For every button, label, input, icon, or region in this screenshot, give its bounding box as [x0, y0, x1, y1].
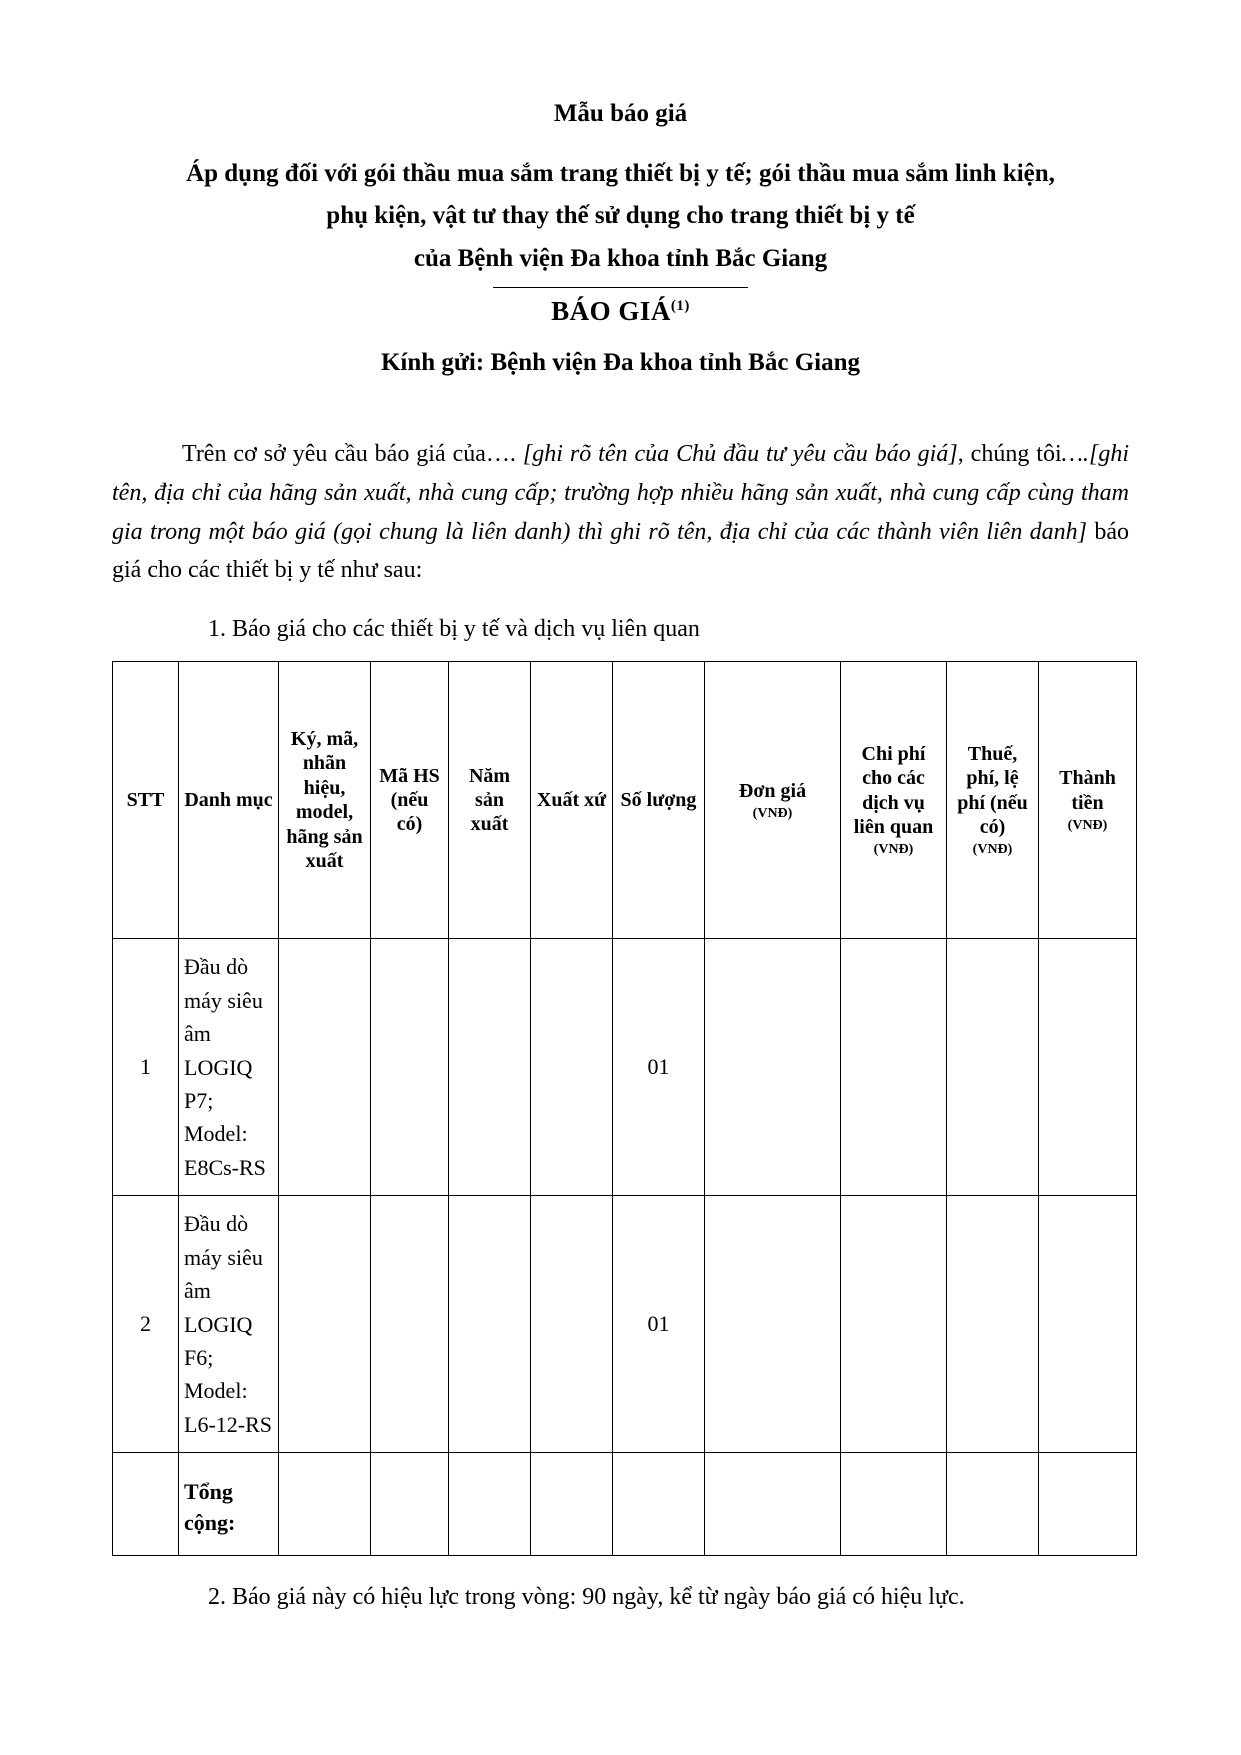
header-stt-label: STT	[126, 789, 165, 812]
intro-segment-3: , chúng tôi	[957, 440, 1062, 467]
document-title-block	[112, 287, 1129, 327]
header-unit-price	[705, 662, 841, 939]
header-year-label: Năm sản xuất	[468, 764, 511, 836]
header-amount-unit: (VNĐ)	[1067, 818, 1108, 834]
cell-total-quantity[interactable]	[613, 1453, 705, 1556]
cell-service-cost[interactable]	[841, 939, 947, 1196]
intro-paragraph	[112, 435, 1129, 591]
subtitle-line-3: của Bệnh viện Đa khoa tỉnh Bắc Giang	[413, 244, 828, 272]
cell-tax-fee[interactable]	[947, 939, 1039, 1196]
section-1-text: Báo giá cho các thiết bị y tế và dịch vụ liên quan	[226, 616, 700, 643]
quotation-table	[112, 661, 1137, 1556]
cell-total-amount[interactable]	[1039, 1453, 1137, 1556]
header-unit-price-label: Đơn giá	[738, 779, 807, 802]
cell-total-year[interactable]	[449, 1453, 531, 1556]
cell-amount[interactable]	[1039, 1196, 1137, 1453]
cell-amount[interactable]	[1039, 939, 1137, 1196]
intro-segment-2-italic: [ghi rõ tên của Chủ đầu tư yêu cầu báo giá]	[522, 440, 958, 467]
section-1-number: 1.	[208, 616, 226, 643]
document-title-footnote-mark: (1)	[670, 297, 690, 314]
header-service-cost-label: Chi phí cho các dịch vụ liên quan	[853, 742, 934, 839]
intro-segment-4-italic: ….[ghi tên, địa chỉ của hãng sản xuất, nhà cung cấp; trường hợp nhiều hãng sản xuất, nhà cung cấp cùng tham gia trong một báo giá (gọi chung là liên danh) thì ghi rõ tên, địa chỉ của các thành viên liên danh]	[112, 440, 1129, 545]
cell-brand-model[interactable]	[279, 939, 371, 1196]
cell-danh-muc: Đầu dò máy siêu âm LOGIQ P7; Model: E8Cs-RS	[179, 939, 279, 1196]
table-row	[113, 1196, 1137, 1453]
header-tax-fee	[947, 662, 1039, 939]
intro-segment-1: Trên cơ sở yêu cầu báo giá của….	[182, 440, 523, 467]
header-hs-code-label: Mã HS (nếu có)	[379, 764, 440, 836]
header-amount-label: Thành tiền	[1059, 767, 1116, 814]
cell-danh-muc: Đầu dò máy siêu âm LOGIQ F6; Model: L6-12-RS	[179, 1196, 279, 1453]
cell-total-brand-model[interactable]	[279, 1453, 371, 1556]
header-quantity	[613, 662, 705, 939]
cell-unit-price[interactable]	[705, 1196, 841, 1453]
cell-origin[interactable]	[531, 1196, 613, 1453]
cell-hs-code[interactable]	[371, 1196, 449, 1453]
header-service-cost-unit: (VNĐ)	[873, 842, 914, 858]
cell-quantity: 01	[613, 1196, 705, 1453]
header-year	[449, 662, 531, 939]
table-header-row	[113, 662, 1137, 939]
document-title	[551, 296, 690, 326]
cell-tax-fee[interactable]	[947, 1196, 1039, 1453]
cell-service-cost[interactable]	[841, 1196, 947, 1453]
cell-stt: 1	[113, 939, 179, 1196]
cell-total-origin[interactable]	[531, 1453, 613, 1556]
cell-unit-price[interactable]	[705, 939, 841, 1196]
header-origin	[531, 662, 613, 939]
cell-origin[interactable]	[531, 939, 613, 1196]
header-tax-fee-label: Thuế, phí, lệ phí (nếu có)	[957, 742, 1028, 839]
table-row	[113, 939, 1137, 1196]
section-1-heading	[112, 616, 1129, 643]
header-tax-fee-unit: (VNĐ)	[972, 842, 1013, 858]
table-total-row	[113, 1453, 1137, 1556]
header-danh-muc-label: Danh mục	[184, 789, 273, 812]
cell-hs-code[interactable]	[371, 939, 449, 1196]
cell-brand-model[interactable]	[279, 1196, 371, 1453]
header-origin-label: Xuất xứ	[536, 789, 607, 812]
page-title: Mẫu báo giá	[553, 100, 688, 127]
cell-quantity: 01	[613, 939, 705, 1196]
subtitle-line-1: Áp dụng đối với gói thầu mua sắm trang thiết bị y tế; gói thầu mua sắm linh kiện,	[186, 160, 1055, 187]
header-stt	[113, 662, 179, 939]
section-2-text: 2. Báo giá này có hiệu lực trong vòng: 90 ngày, kể từ ngày báo giá có hiệu lực.	[208, 1584, 965, 1611]
header-service-cost	[841, 662, 947, 939]
cell-total-service-cost[interactable]	[841, 1453, 947, 1556]
header-brand-model-label: Ký, mã, nhãn hiệu, model, hãng sản xuất	[286, 728, 363, 873]
header-quantity-label: Số lượng	[620, 789, 697, 812]
header-danh-muc	[179, 662, 279, 939]
header-hs-code	[371, 662, 449, 939]
document-title-text: BÁO GIÁ	[551, 295, 671, 326]
cell-total-tax-fee[interactable]	[947, 1453, 1039, 1556]
cell-year[interactable]	[449, 939, 531, 1196]
cell-year[interactable]	[449, 1196, 531, 1453]
header-brand-model	[279, 662, 371, 939]
cell-total-hs-code[interactable]	[371, 1453, 449, 1556]
header-unit-price-unit: (VNĐ)	[752, 805, 793, 821]
title-divider	[493, 287, 748, 288]
cell-total-stt	[113, 1453, 179, 1556]
cell-total-label: Tổng cộng:	[179, 1453, 279, 1556]
addressee: Kính gửi: Bệnh viện Đa khoa tỉnh Bắc Giang	[380, 348, 860, 376]
intro-segment-5: báo giá cho các thiết bị y tế như sau:	[112, 518, 1130, 584]
cell-stt: 2	[113, 1196, 179, 1453]
header-amount	[1039, 662, 1137, 939]
cell-total-unit-price[interactable]	[705, 1453, 841, 1556]
subtitle-line-2: phụ kiện, vật tư thay thế sử dụng cho trang thiết bị y tế	[326, 202, 915, 230]
